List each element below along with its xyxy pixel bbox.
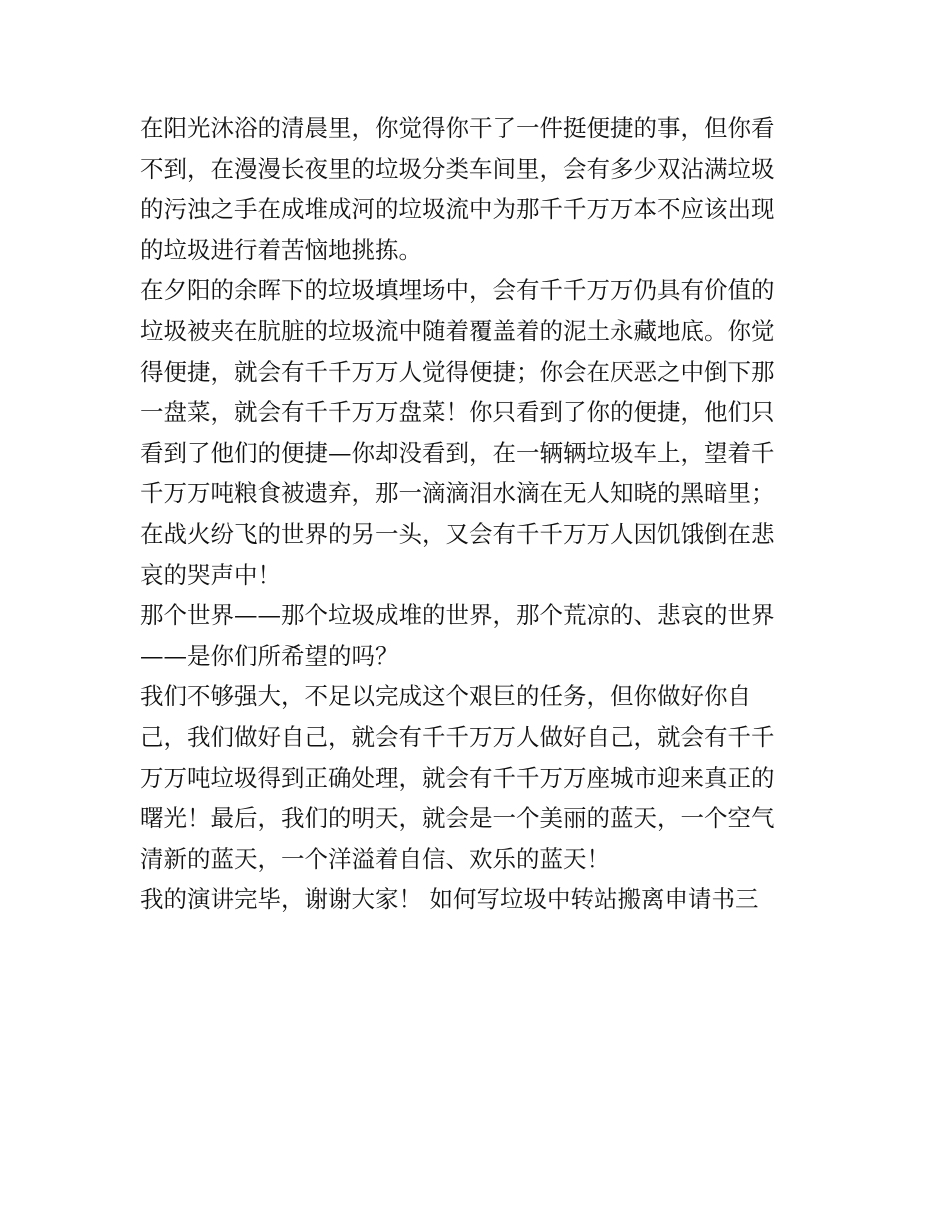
text-line: 的污浊之手在成堆成河的垃圾流中为那千千万万本不应该出现 (140, 195, 775, 224)
text-line: 在战火纷飞的世界的另一头，又会有千千万万人因饥饿倒在悲 (140, 519, 775, 548)
text-line: 在夕阳的余晖下的垃圾填埋场中，会有千千万万仍具有价值的 (140, 276, 775, 305)
text-line: 那个世界——那个垃圾成堆的世界，那个荒凉的、悲哀的世界 (140, 601, 775, 630)
text-line: 不到，在漫漫长夜里的垃圾分类车间里，会有多少双沾满垃圾 (140, 154, 775, 183)
text-line: 己，我们做好自己，就会有千千万万人做好自己，就会有千千 (140, 722, 775, 751)
text-line: ——是你们所希望的吗？ (140, 641, 399, 670)
text-line: 看到了他们的便捷—你却没看到，在一辆辆垃圾车上，望着千 (140, 438, 775, 467)
text-line: 的垃圾进行着苦恼地挑拣。 (140, 235, 422, 264)
text-line: 得便捷，就会有千千万万人觉得便捷；你会在厌恶之中倒下那 (140, 357, 775, 386)
text-line: 哀的哭声中！ (140, 560, 281, 589)
text-line: 在阳光沐浴的清晨里，你觉得你干了一件挺便捷的事，但你看 (140, 114, 775, 142)
text-line: 我们不够强大，不足以完成这个艰巨的任务，但你做好你自 (140, 682, 751, 711)
text-line: 一盘菜，就会有千千万万盘菜！你只看到了你的便捷，他们只 (140, 398, 775, 427)
text-line: 我的演讲完毕，谢谢大家！ 如何写垃圾中转站搬离申请书三 (140, 885, 759, 914)
text-line: 曙光！最后，我们的明天，就会是一个美丽的蓝天，一个空气 (140, 804, 775, 833)
text-line: 清新的蓝天，一个洋溢着自信、欢乐的蓝天！ (140, 844, 610, 873)
text-line: 千万万吨粮食被遗弃，那一滴滴泪水滴在无人知晓的黑暗里； (140, 479, 775, 508)
text-line: 垃圾被夹在肮脏的垃圾流中随着覆盖着的泥土永藏地底。你觉 (140, 316, 775, 345)
text-line: 万万吨垃圾得到正确处理，就会有千千万万座城市迎来真正的 (140, 763, 775, 792)
document-body (140, 108, 830, 920)
